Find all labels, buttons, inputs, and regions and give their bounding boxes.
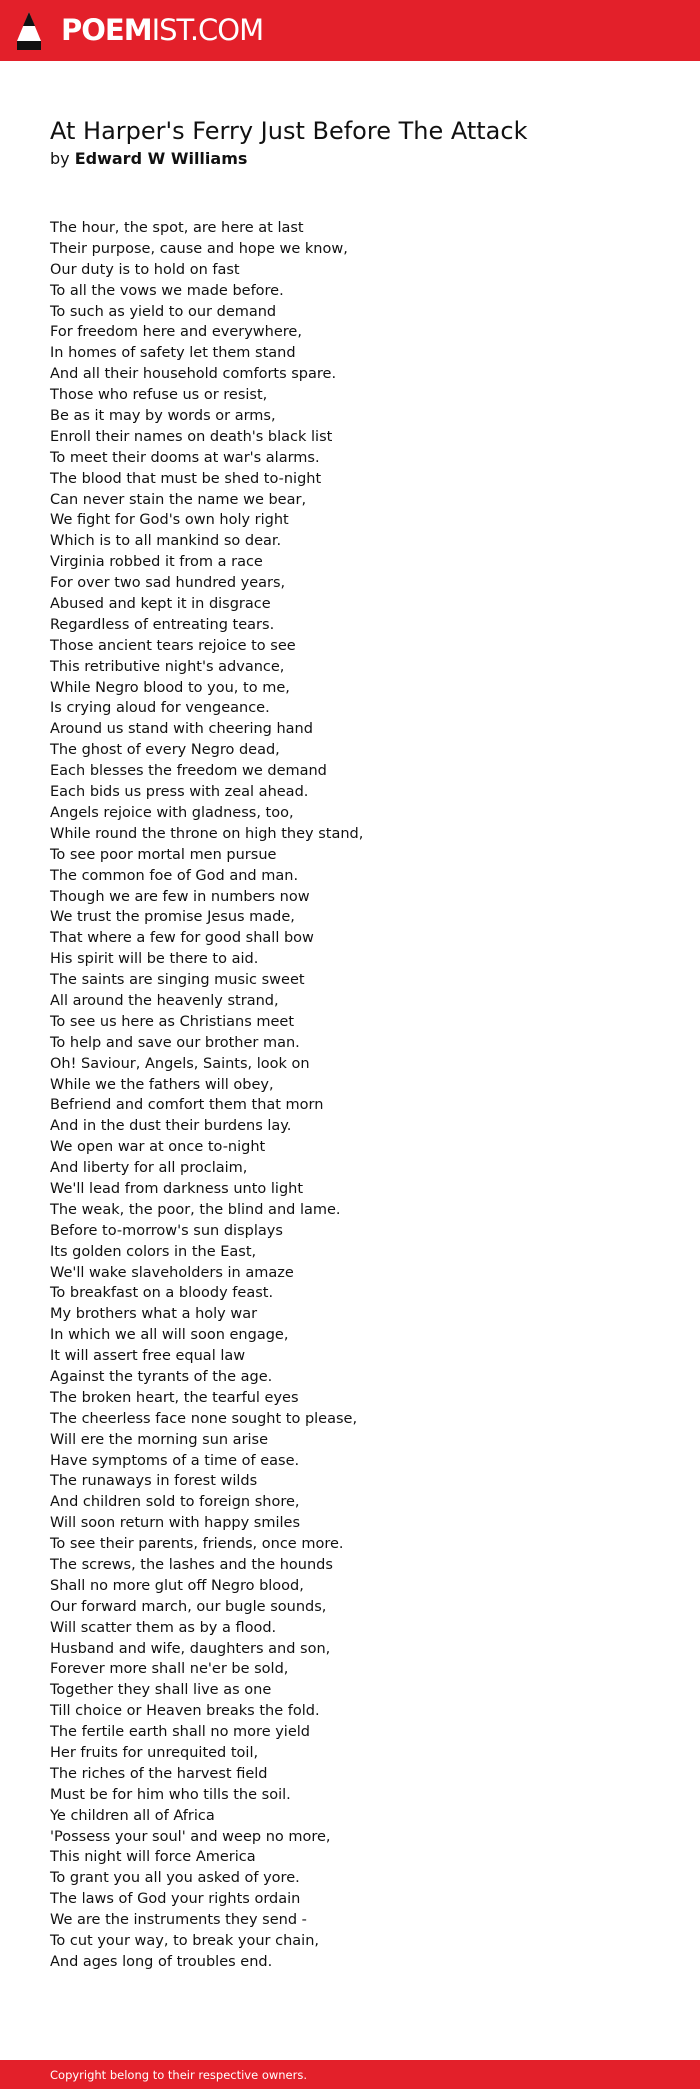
poem-line: The blood that must be shed to-night [50, 470, 322, 487]
poem-line: The weak, the poor, the blind and lame. [50, 1201, 341, 1218]
poem-line: Around us stand with cheering hand [50, 721, 313, 738]
poem-line: We'll wake slaveholders in amaze [50, 1264, 294, 1281]
poem-line: My brothers what a holy war [50, 1306, 258, 1323]
site-logo[interactable] [61, 13, 263, 47]
poem-line: We fight for God's own holy right [50, 512, 289, 529]
poem-line: And in the dust their burdens lay. [50, 1118, 292, 1135]
poem-line: While we the fathers will obey, [50, 1076, 274, 1093]
poem-line: Be as it may by words or arms, [50, 408, 276, 425]
poem-line: To cut your way, to break your chain, [50, 1933, 320, 1950]
poem-line: Our duty is to hold on fast [50, 261, 240, 278]
poem-line: For over two sad hundred years, [50, 575, 286, 592]
poem-line: We trust the promise Jesus made, [50, 909, 295, 926]
poem-line: And liberty for all proclaim, [50, 1160, 248, 1177]
poem-body [50, 218, 650, 1973]
poem-line: Enroll their names on death's black list [50, 428, 333, 445]
author-name[interactable]: Edward W Williams [74, 149, 248, 168]
poem-line: Her fruits for unrequited toil, [50, 1745, 259, 1762]
poem-line: Will soon return with happy smiles [50, 1515, 301, 1532]
pencil-tip-icon[interactable] [16, 11, 42, 51]
poem-line: To breakfast on a bloody feast. [50, 1285, 274, 1302]
poem-line: This night will force America [50, 1849, 256, 1866]
poem-line: The runaways in forest wilds [50, 1473, 258, 1490]
poem-line: Abused and kept it in disgrace [50, 596, 271, 613]
byline [50, 148, 247, 170]
poem-line: Will ere the morning sun arise [50, 1431, 269, 1448]
logo-text-bold: POEM [61, 13, 152, 47]
poem-line: All around the heavenly strand, [50, 992, 279, 1009]
poem-line: That where a few for good shall bow [50, 930, 314, 947]
poem-line: The fertile earth shall no more yield [50, 1724, 310, 1741]
poem-line: This retributive night's advance, [50, 658, 285, 675]
poem-line: To see us here as Christians meet [50, 1013, 295, 1030]
poem-line: Those ancient tears rejoice to see [50, 637, 296, 654]
poem-line: Befriend and comfort them that morn [50, 1097, 324, 1114]
poem-line: To meet their dooms at war's alarms. [50, 449, 320, 466]
poem-line: Our forward march, our bugle sounds, [50, 1598, 327, 1615]
poem-line: And all their household comforts spare. [50, 366, 337, 383]
poem-line: Ye children all of Africa [50, 1807, 215, 1824]
poem-line: We are the instruments they send - [50, 1912, 307, 1929]
poem-line: The broken heart, the tearful eyes [50, 1389, 299, 1406]
poem-line: Which is to all mankind so dear. [50, 533, 282, 550]
site-header [0, 0, 700, 61]
poem-line: While round the throne on high they stand, [50, 825, 364, 842]
poem-line: The common foe of God and man. [50, 867, 299, 884]
poem-line: Though we are few in numbers now [50, 888, 310, 905]
by-label: by [50, 149, 70, 168]
poem-line: To see poor mortal men pursue [50, 846, 277, 863]
poem-line: Till choice or Heaven breaks the fold. [50, 1703, 320, 1720]
poem-line: Virginia robbed it from a race [50, 554, 263, 571]
poem-line: We open war at once to-night [50, 1139, 266, 1156]
poem-line: Each blesses the freedom we demand [50, 763, 327, 780]
poem-line: Each bids us press with zeal ahead. [50, 784, 309, 801]
site-footer [0, 2060, 700, 2089]
poem-line: And ages long of troubles end. [50, 1953, 273, 1970]
poem-line: The hour, the spot, are here at last [50, 220, 304, 236]
poem-line: The screws, the lashes and the hounds [50, 1557, 333, 1573]
poem-line: Before to-morrow's sun displays [50, 1222, 283, 1239]
poem-line: Its golden colors in the East, [50, 1243, 257, 1260]
poem-line: Have symptoms of a time of ease. [50, 1452, 300, 1469]
poem-line: Must be for him who tills the soil. [50, 1786, 291, 1803]
poem-line: Those who refuse us or resist, [50, 387, 268, 404]
poem-line: To all the vows we made before. [50, 282, 284, 299]
poem-line: In which we all will soon engage, [50, 1327, 289, 1344]
poem-line: Regardless of entreating tears. [50, 616, 275, 633]
copyright-notice: Copyright belong to their respective owners. [50, 2068, 308, 2082]
poem-line: Angels rejoice with gladness, too, [50, 804, 294, 821]
poem-line: Forever more shall ne'er be sold, [50, 1661, 289, 1678]
poem-line: The saints are singing music sweet [50, 972, 305, 989]
poem-line: Oh! Saviour, Angels, Saints, look on [50, 1055, 310, 1072]
poem-line: Their purpose, cause and hope we know, [50, 240, 348, 257]
poem-line: 'Possess your soul' and weep no more, [50, 1828, 331, 1845]
poem-line: To grant you all you asked of yore. [50, 1870, 300, 1887]
poem-line: In homes of safety let them stand [50, 345, 296, 362]
poem-line: The ghost of every Negro dead, [50, 742, 280, 759]
poem-line: To help and save our brother man. [50, 1034, 300, 1051]
poem-line: Against the tyrants of the age. [50, 1368, 273, 1385]
poem-line: We'll lead from darkness unto light [50, 1180, 304, 1197]
poem-line: To such as yield to our demand [50, 303, 277, 320]
poem-line: And children sold to foreign shore, [50, 1494, 300, 1511]
poem-line: Together they shall live as one [50, 1682, 272, 1699]
logo-text-light: IST.COM [151, 13, 264, 47]
poem-line: The cheerless face none sought to please, [50, 1410, 358, 1427]
poem-title: At Harper's Ferry Just Before The Attack [50, 117, 528, 145]
poem-line: Can never stain the name we bear, [50, 491, 307, 508]
poem-line: Shall no more glut off Negro blood, [50, 1577, 304, 1594]
poem-line: It will assert free equal law [50, 1348, 246, 1365]
poem-line: For freedom here and everywhere, [50, 324, 302, 341]
poem-line: The laws of God your rights ordain [50, 1891, 301, 1908]
poem-line: His spirit will be there to aid. [50, 951, 259, 968]
poem-line: While Negro blood to you, to me, [50, 679, 290, 696]
poem-line: Is crying aloud for vengeance. [50, 700, 270, 717]
poem-line: Husband and wife, daughters and son, [50, 1640, 331, 1657]
poem-line: The riches of the harvest field [50, 1765, 268, 1782]
poem-line: To see their parents, friends, once more. [50, 1536, 344, 1553]
poem-line: Will scatter them as by a flood. [50, 1619, 277, 1636]
